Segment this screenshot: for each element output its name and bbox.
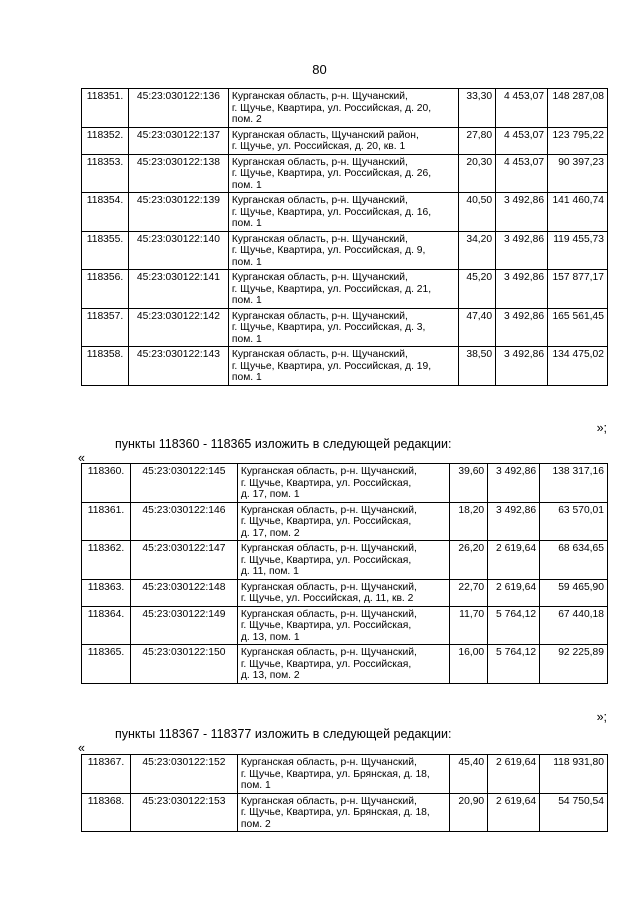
- value-cell: 157 877,17: [548, 270, 608, 309]
- cadastral-number-cell: 45:23:030122:138: [128, 154, 228, 193]
- address-line: пом. 1: [231, 372, 262, 383]
- cadastral-number-cell: 45:23:030122:143: [128, 347, 228, 386]
- address-line: Курганская область, р-н. Щучанский,: [240, 608, 417, 620]
- rate-cell: 4 453,07: [496, 127, 548, 154]
- address-cell: [237, 793, 449, 832]
- value-cell: 118 931,80: [540, 755, 608, 794]
- rate-cell: 3 492,86: [496, 308, 548, 347]
- table-row: [82, 154, 608, 193]
- row-number-cell: 118351.: [82, 89, 129, 128]
- address-line: д. 13, пом. 2: [240, 670, 300, 681]
- area-cell: 45,20: [459, 270, 496, 309]
- value-cell: 134 475,02: [548, 347, 608, 386]
- address-line: Курганская область, р-н. Щучанский,: [231, 233, 408, 245]
- table-row: [82, 231, 608, 270]
- closing-quote: »;: [596, 710, 607, 724]
- rate-cell: 3 492,86: [488, 502, 540, 541]
- address-line: Курганская область, р-н. Щучанский,: [231, 349, 408, 360]
- value-cell: 68 634,65: [540, 541, 608, 580]
- address-line: Курганская область, р-н. Щучанский,: [231, 156, 408, 168]
- cadastral-number-cell: 45:23:030122:137: [128, 127, 228, 154]
- registry-table-2: [81, 463, 608, 684]
- address-line: Курганская область, р-н. Щучанский,: [231, 91, 408, 102]
- address-cell: [237, 606, 449, 645]
- cadastral-number-cell: 45:23:030122:152: [130, 755, 237, 794]
- area-cell: 40,50: [459, 193, 496, 232]
- row-number-cell: 118367.: [82, 755, 131, 794]
- address-cell: [237, 579, 449, 606]
- table-row: [82, 645, 608, 684]
- cadastral-number-cell: 45:23:030122:153: [130, 793, 237, 832]
- address-line: г. Щучье, Квартира, ул. Российская,: [240, 477, 412, 489]
- cadastral-number-cell: 45:23:030122:136: [128, 89, 228, 128]
- value-cell: 123 795,22: [548, 127, 608, 154]
- rate-cell: 5 764,12: [488, 606, 540, 645]
- opening-quote: «: [78, 741, 85, 755]
- value-cell: 148 287,08: [548, 89, 608, 128]
- address-line: д. 11, пом. 1: [240, 566, 299, 577]
- row-number-cell: 118362.: [82, 541, 131, 580]
- table-row: [82, 347, 608, 386]
- address-cell: [237, 541, 449, 580]
- table-row: [82, 755, 608, 794]
- table-row: [82, 541, 608, 580]
- address-line: пом. 2: [231, 114, 262, 125]
- address-line: г. Щучье, Квартира, ул. Российская, д. 16,: [231, 206, 432, 218]
- row-number-cell: 118364.: [82, 606, 131, 645]
- value-cell: 92 225,89: [540, 645, 608, 684]
- address-line: д. 17, пом. 2: [240, 527, 300, 539]
- address-line: г. Щучье, Квартира, ул. Российская, д. 26,: [231, 168, 432, 179]
- address-cell: [228, 270, 458, 309]
- area-cell: 18,20: [450, 502, 488, 541]
- address-line: г. Щучье, Квартира, ул. Брянская, д. 18,: [240, 768, 430, 780]
- address-line: г. Щучье, Квартира, ул. Российская, д. 9,: [231, 245, 426, 256]
- address-line: г. Щучье, Квартира, ул. Российская, д. 20,: [231, 102, 432, 114]
- paragraph-instruction: пункты 118360 - 118365 изложить в следующей редакции:: [115, 437, 452, 451]
- address-line: г. Щучье, ул. Российская, д. 20, кв. 1: [231, 141, 406, 152]
- cadastral-number-cell: 45:23:030122:146: [130, 502, 237, 541]
- address-cell: [228, 127, 458, 154]
- table-row: [82, 193, 608, 232]
- address-line: г. Щучье, ул. Российская, д. 11, кв. 2: [240, 593, 414, 604]
- page-number: 80: [312, 62, 327, 77]
- address-line: Курганская область, р-н. Щучанский,: [231, 310, 408, 322]
- rate-cell: 3 492,86: [488, 464, 540, 503]
- area-cell: 26,20: [450, 541, 488, 580]
- area-cell: 11,70: [450, 606, 488, 645]
- rate-cell: 2 619,64: [488, 579, 540, 606]
- address-line: Курганская область, р-н. Щучанский,: [231, 272, 408, 283]
- address-line: пом. 1: [231, 179, 262, 191]
- value-cell: 90 397,23: [548, 154, 608, 193]
- address-line: Курганская область, р-н. Щучанский,: [240, 647, 417, 658]
- opening-quote: «: [78, 451, 85, 465]
- row-number-cell: 118353.: [82, 154, 129, 193]
- value-cell: 54 750,54: [540, 793, 608, 832]
- table-row: [82, 464, 608, 503]
- cadastral-number-cell: 45:23:030122:148: [130, 579, 237, 606]
- address-line: пом. 1: [240, 780, 271, 791]
- paragraph-instruction: пункты 118367 - 118377 изложить в следующей редакции:: [115, 727, 452, 741]
- area-cell: 20,90: [450, 793, 488, 832]
- table-row: [82, 308, 608, 347]
- value-cell: 67 440,18: [540, 606, 608, 645]
- row-number-cell: 118356.: [82, 270, 129, 309]
- table-row: [82, 502, 608, 541]
- address-line: Курганская область, Щучанский район,: [231, 129, 419, 141]
- address-line: г. Щучье, Квартира, ул. Российская,: [240, 516, 412, 527]
- address-line: пом. 1: [231, 256, 262, 268]
- cadastral-number-cell: 45:23:030122:149: [130, 606, 237, 645]
- value-cell: 138 317,16: [540, 464, 608, 503]
- area-cell: 45,40: [450, 755, 488, 794]
- address-line: Курганская область, р-н. Щучанский,: [240, 504, 417, 516]
- address-line: пом. 2: [240, 818, 271, 830]
- registry-table-3: [81, 754, 608, 832]
- address-cell: [237, 755, 449, 794]
- area-cell: 47,40: [459, 308, 496, 347]
- row-number-cell: 118365.: [82, 645, 131, 684]
- value-cell: 141 460,74: [548, 193, 608, 232]
- address-line: пом. 1: [231, 218, 262, 229]
- address-cell: [237, 502, 449, 541]
- rate-cell: 4 453,07: [496, 89, 548, 128]
- row-number-cell: 118363.: [82, 579, 131, 606]
- row-number-cell: 118368.: [82, 793, 131, 832]
- cadastral-number-cell: 45:23:030122:140: [128, 231, 228, 270]
- value-cell: 59 465,90: [540, 579, 608, 606]
- row-number-cell: 118354.: [82, 193, 129, 232]
- row-number-cell: 118361.: [82, 502, 131, 541]
- row-number-cell: 118360.: [82, 464, 131, 503]
- value-cell: 165 561,45: [548, 308, 608, 347]
- address-cell: [228, 89, 458, 128]
- address-line: г. Щучье, Квартира, ул. Брянская, д. 18,: [240, 807, 430, 818]
- value-cell: 119 455,73: [548, 231, 608, 270]
- address-line: г. Щучье, Квартира, ул. Российская, д. 19,: [231, 360, 432, 372]
- rate-cell: 3 492,86: [496, 193, 548, 232]
- rate-cell: 2 619,64: [488, 755, 540, 794]
- area-cell: 20,30: [459, 154, 496, 193]
- address-line: пом. 1: [231, 333, 262, 345]
- address-cell: [237, 464, 449, 503]
- address-line: Курганская область, р-н. Щучанский,: [231, 195, 408, 206]
- address-cell: [228, 347, 458, 386]
- value-cell: 63 570,01: [540, 502, 608, 541]
- address-cell: [228, 231, 458, 270]
- cadastral-number-cell: 45:23:030122:142: [128, 308, 228, 347]
- address-line: г. Щучье, Квартира, ул. Российская,: [240, 554, 412, 566]
- cadastral-number-cell: 45:23:030122:139: [128, 193, 228, 232]
- area-cell: 34,20: [459, 231, 496, 270]
- area-cell: 27,80: [459, 127, 496, 154]
- registry-table-1: [81, 88, 608, 386]
- address-cell: [228, 154, 458, 193]
- rate-cell: 3 492,86: [496, 231, 548, 270]
- address-cell: [228, 193, 458, 232]
- address-line: г. Щучье, Квартира, ул. Российская,: [240, 658, 412, 670]
- table-row: [82, 270, 608, 309]
- area-cell: 39,60: [450, 464, 488, 503]
- closing-quote: »;: [596, 421, 607, 435]
- address-line: д. 17, пом. 1: [240, 489, 300, 500]
- address-cell: [228, 308, 458, 347]
- rate-cell: 3 492,86: [496, 347, 548, 386]
- area-cell: 22,70: [450, 579, 488, 606]
- area-cell: 16,00: [450, 645, 488, 684]
- address-line: г. Щучье, Квартира, ул. Российская,: [240, 620, 412, 631]
- address-line: г. Щучье, Квартира, ул. Российская, д. 21,: [231, 283, 432, 295]
- area-cell: 33,30: [459, 89, 496, 128]
- address-cell: [237, 645, 449, 684]
- address-line: Курганская область, р-н. Щучанский,: [240, 795, 417, 807]
- address-line: д. 13, пом. 1: [240, 631, 300, 643]
- address-line: пом. 1: [231, 295, 262, 306]
- cadastral-number-cell: 45:23:030122:141: [128, 270, 228, 309]
- cadastral-number-cell: 45:23:030122:150: [130, 645, 237, 684]
- address-line: Курганская область, р-н. Щучанский,: [240, 757, 417, 768]
- area-cell: 38,50: [459, 347, 496, 386]
- table-row: [82, 89, 608, 128]
- table-row: [82, 579, 608, 606]
- address-line: г. Щучье, Квартира, ул. Российская, д. 3,: [231, 322, 426, 333]
- table-row: [82, 793, 608, 832]
- cadastral-number-cell: 45:23:030122:145: [130, 464, 237, 503]
- rate-cell: 5 764,12: [488, 645, 540, 684]
- row-number-cell: 118358.: [82, 347, 129, 386]
- cadastral-number-cell: 45:23:030122:147: [130, 541, 237, 580]
- table-row: [82, 127, 608, 154]
- address-line: Курганская область, р-н. Щучанский,: [240, 543, 417, 554]
- rate-cell: 2 619,64: [488, 541, 540, 580]
- address-line: Курганская область, р-н. Щучанский,: [240, 466, 417, 477]
- rate-cell: 2 619,64: [488, 793, 540, 832]
- rate-cell: 4 453,07: [496, 154, 548, 193]
- rate-cell: 3 492,86: [496, 270, 548, 309]
- address-line: Курганская область, р-н. Щучанский,: [240, 581, 417, 593]
- table-row: [82, 606, 608, 645]
- row-number-cell: 118355.: [82, 231, 129, 270]
- row-number-cell: 118357.: [82, 308, 129, 347]
- row-number-cell: 118352.: [82, 127, 129, 154]
